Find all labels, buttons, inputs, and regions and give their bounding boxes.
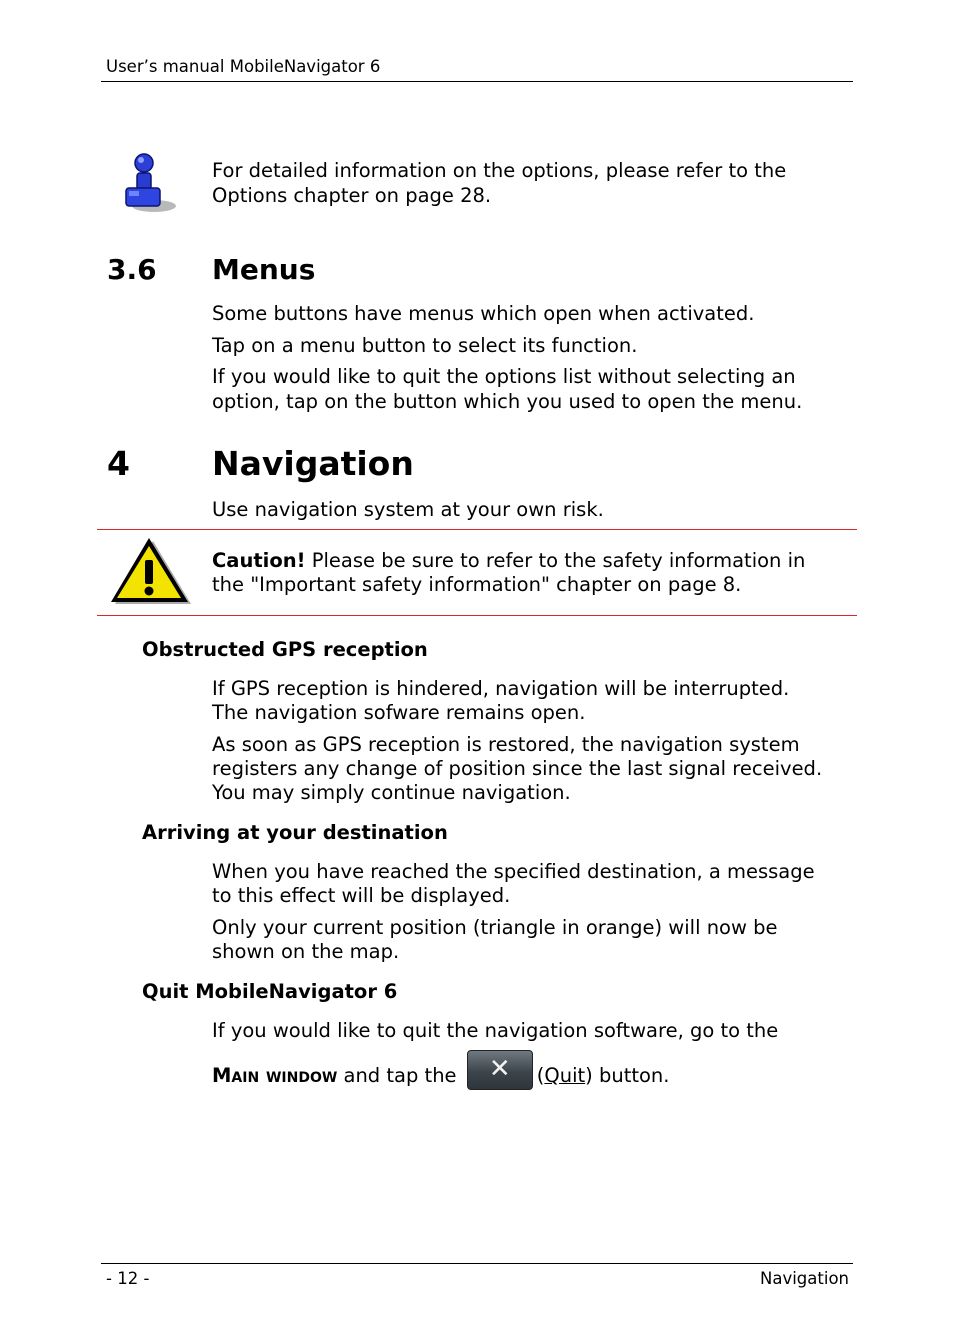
info-person-icon	[120, 152, 180, 216]
arrive-heading: Arriving at your destination	[142, 821, 448, 844]
caution-text: Please be sure to refer to the safety information in	[305, 549, 806, 572]
gps-heading: Obstructed GPS reception	[142, 638, 428, 661]
quit-line-1: If you would like to quit the navigation software, go to the	[212, 1019, 779, 1042]
navigation-intro: Use navigation system at your own risk.	[212, 498, 604, 521]
arrive-paragraph-1-line-1: When you have reached the specified destination, a message	[212, 860, 815, 883]
header-rule	[101, 81, 853, 82]
caution-label: Caution!	[212, 549, 306, 572]
main-window-term: Main window	[212, 1064, 338, 1087]
quit-line-2-text: and tap the	[337, 1064, 463, 1087]
caution-line-1	[212, 549, 805, 574]
footer-rule	[101, 1263, 853, 1264]
info-note-line-2: Options chapter on page 28.	[212, 184, 492, 207]
info-note-line-1: For detailed information on the options, please refer to the	[212, 159, 787, 182]
quit-line-2-end: ) button.	[585, 1064, 670, 1087]
caution-line-2: the "Important safety information" chapter on page 8.	[212, 573, 742, 596]
gps-paragraph-2-line-2: registers any change of position since the last signal received.	[212, 757, 823, 780]
gps-paragraph-1-line-2: The navigation sofware remains open.	[212, 701, 586, 724]
gps-paragraph-2-line-1: As soon as GPS reception is restored, the navigation system	[212, 733, 800, 756]
section-title: Menus	[212, 253, 316, 286]
caution-bottom-rule	[97, 615, 857, 616]
quit-button[interactable]	[467, 1050, 533, 1090]
arrive-paragraph-2-line-1: Only your current position (triangle in orange) will now be	[212, 916, 778, 939]
quit-link[interactable]: Quit	[544, 1064, 586, 1087]
quit-paren-open: (	[536, 1064, 545, 1087]
menus-paragraph-2: Tap on a menu button to select its function.	[212, 334, 638, 357]
section-number: 3.6	[107, 253, 157, 286]
caution-top-rule	[97, 529, 857, 530]
page-number: - 12 -	[106, 1269, 150, 1288]
menus-paragraph-3-line-1: If you would like to quit the options list without selecting an	[212, 365, 796, 388]
gps-paragraph-2-line-3: You may simply continue navigation.	[212, 781, 571, 804]
footer-section: Navigation	[760, 1269, 849, 1288]
arrive-paragraph-1-line-2: to this effect will be displayed.	[212, 884, 511, 907]
menus-paragraph-1: Some buttons have menus which open when activated.	[212, 302, 755, 325]
gps-paragraph-1-line-1: If GPS reception is hindered, navigation will be interrupted.	[212, 677, 790, 700]
running-header: User’s manual MobileNavigator 6	[106, 57, 381, 76]
chapter-number: 4	[107, 444, 130, 483]
menus-paragraph-3-line-2: option, tap on the button which you used to open the menu.	[212, 390, 803, 413]
chapter-title: Navigation	[212, 444, 414, 483]
quit-line-2	[212, 1050, 669, 1096]
warning-triangle-icon	[109, 536, 193, 606]
close-icon: ✕	[488, 1054, 511, 1084]
arrive-paragraph-2-line-2: shown on the map.	[212, 940, 400, 963]
quit-heading: Quit MobileNavigator 6	[142, 980, 398, 1003]
